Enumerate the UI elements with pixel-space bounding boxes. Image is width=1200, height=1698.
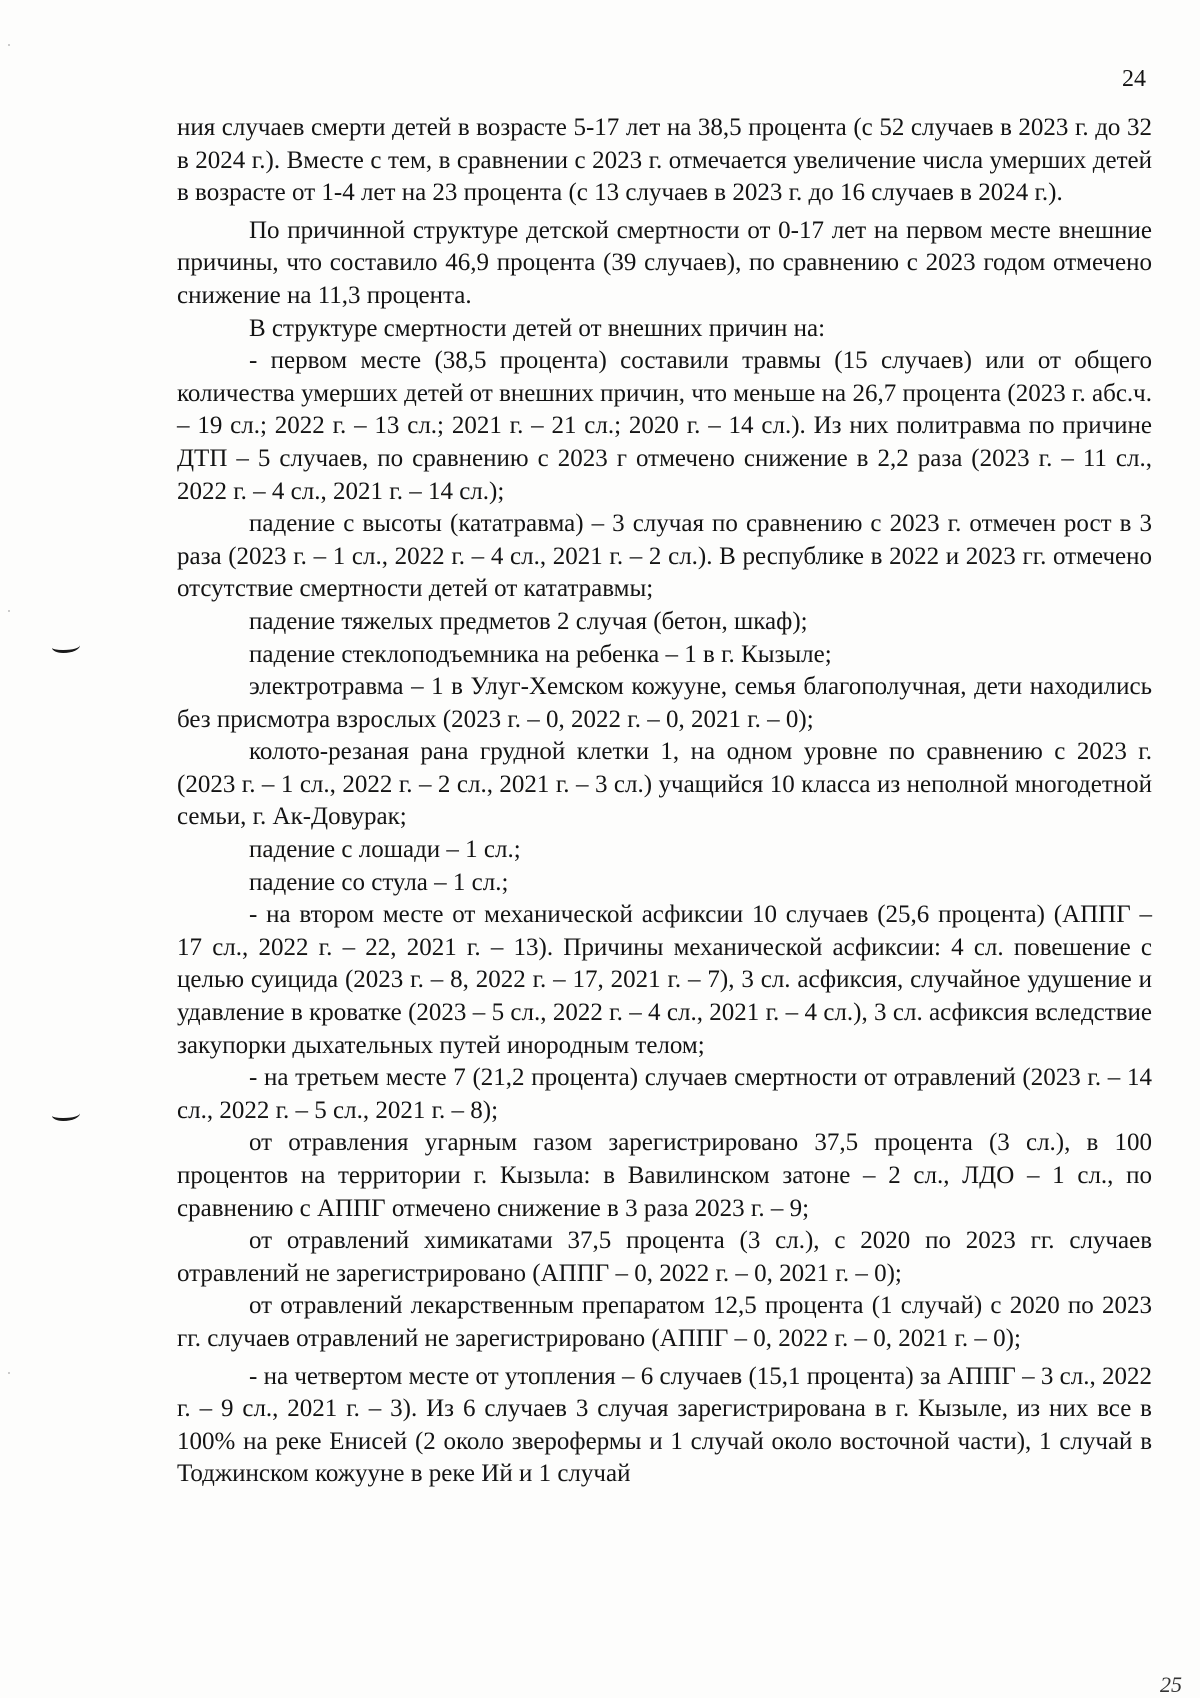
paragraph-carbon-monoxide: от отравления угарным газом зарегистрировано 37,5 процента (3 сл.), в 100 процентов на территории г. Кызыла: в Вавилинском затоне – 2 сл., ЛДО – 1 сл., по сравнению с АППГ отмечено снижение в 3 раза 2023 г. – 9; — [177, 1129, 1152, 1222]
corner-page-number: 25 — [1160, 1672, 1182, 1697]
scan-speck — [8, 610, 10, 612]
paragraph-fall-from-height: падение с высоты (кататравма) – 3 случая по сравнению с 2023 г. отмечен рост в 3 раза (2023 г. – 1 сл., 2022 г. – 4 сл., 2021 г. – 2 сл.). В республике в 2022 и 2023 гг. отмечено отсутствие смертности детей от кататравмы; — [177, 510, 1152, 603]
page-number: 24 — [1122, 66, 1146, 92]
paragraph-chemicals: от отравлений химикатами 37,5 процента (3 сл.), с 2020 по 2023 гг. случаев отравлений не зарегистрировано (АППГ – 0, 2022 г. – 0, 2021 г. – 0); — [177, 1227, 1152, 1287]
paragraph-second-place-asphyxia: - на втором месте от механической асфиксии 10 случаев (25,6 процента) (АППГ – 17 сл., 2022 г. – 22, 2021 г. – 13). Причины механической асфиксии: 4 сл. повешение с целью суицида (2023 г. – 8, 2022 г. – 17, 2021 г. – 7), 3 сл. асфиксия, случайное удушение и удавление в кроватке (2023 – 5 сл., 2022 г. – 4 сл., 2021 г. – 4 сл.), 3 сл. асфиксия вследствие закупорки дыхательных путей инородным телом; — [177, 901, 1152, 1059]
paragraph-third-place-poisoning: - на третьем месте 7 (21,2 процента) случаев смертности от отравлений (2023 г. – 14 сл., 2022 г. – 5 сл., 2021 г. – 8); — [177, 1064, 1152, 1124]
margin-check-mark — [52, 1108, 80, 1121]
margin-check-mark — [52, 640, 80, 653]
paragraph-medication: от отравлений лекарственным препаратом 12,5 процента (1 случай) с 2020 по 2023 гг. случаев отравлений не зарегистрировано (АППГ – 0, 2022 г. – 0, 2021 г. – 0); — [177, 1292, 1152, 1352]
scan-speck — [8, 44, 10, 46]
paragraph-first-place-injuries: - первом месте (38,5 процента) составили травмы (15 случаев) или от общего количества умерших детей от внешних причин, что меньше на 26,7 процента (2023 г. абс.ч. – 19 сл.; 2022 г. – 13 сл.; 2021 г. – 21 сл.; 2020 г. – 14 сл.). Из них политравма по причине ДТП – 5 случаев, по сравнению с 2023 г отмечено снижение в 2,2 раза (2023 г. – 11 сл., 2022 г. – 4 сл., 2021 г. – 14 сл.); — [177, 347, 1152, 505]
paragraph-continuation: ния случаев смерти детей в возрасте 5-17 лет на 38,5 процента (с 52 случаев в 2023 г. до 32 в 2024 г.). Вместе с тем, в сравнении с 2023 г. отмечается увеличение числа умерших детей в возрасте от 1-4 лет на 23 процента (с 13 случаев в 2023 г. до 16 случаев в 2024 г.). — [177, 114, 1152, 207]
paragraph-fourth-place-drowning: - на четвертом месте от утопления – 6 случаев (15,1 процента) за АППГ – 3 сл., 2022 г. – 9 сл., 2021 г. – 3). Из 6 случаев 3 случая зарегистрирована в г. Кызыле, из них все в 100% на реке Енисей (2 около зверофермы и 1 случай около восточной части), 1 случай в Тоджинском кожууне в реке Ий и 1 случай — [177, 1362, 1152, 1488]
paragraph-window-lift: падение стеклоподъемника на ребенка – 1 в г. Кызыле; — [249, 640, 832, 668]
paragraph-external-causes-intro: В структуре смертности детей от внешних причин на: — [249, 314, 826, 342]
paragraph-heavy-objects: падение тяжелых предметов 2 случая (бетон, шкаф); — [249, 607, 808, 635]
paragraph-cause-structure: По причинной структуре детской смертности от 0-17 лет на первом месте внешние причины, что составило 46,9 процента (39 случаев), по сравнению с 2023 годом отмечено снижение на 11,3 процента. — [177, 216, 1152, 309]
paragraph-stab-wound: колото-резаная рана грудной клетки 1, на одном уровне по сравнению с 2023 г. (2023 г. – 1 сл., 2022 г. – 2 сл., 2021 г. – 3 сл.) учащийся 10 класса из неполной многодетной семьи, г. Ак-Довурак; — [177, 738, 1152, 831]
paragraph-fall-from-horse: падение с лошади – 1 сл.; — [249, 836, 521, 864]
scan-speck — [8, 1372, 10, 1374]
paragraph-electrotrauma: электротравма – 1 в Улуг-Хемском кожууне, семья благополучная, дети находились без присмотра взрослых (2023 г. – 0, 2022 г. – 0, 2021 г. – 0); — [177, 673, 1152, 733]
document-body — [177, 112, 1152, 1491]
paragraph-fall-from-chair: падение со стула – 1 сл.; — [249, 868, 509, 896]
